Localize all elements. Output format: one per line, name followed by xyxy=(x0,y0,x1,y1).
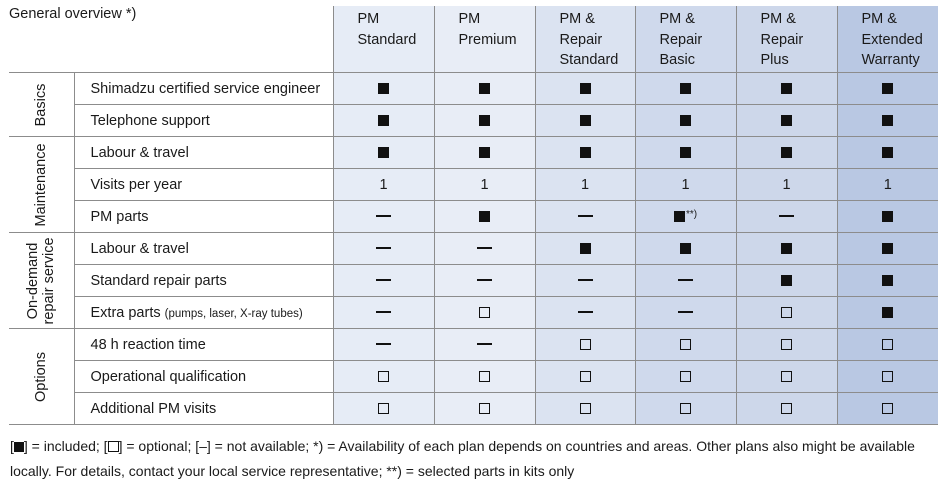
plan-header-line: Basic xyxy=(659,52,695,68)
plan-value-cell xyxy=(635,169,736,201)
visits-count: 1 xyxy=(681,176,690,193)
general-overview-label: General overview *) xyxy=(9,6,137,22)
filled-square-icon xyxy=(680,147,691,158)
dash-icon xyxy=(376,311,391,312)
plan-header-line: PM xyxy=(458,11,481,27)
empty-square-icon xyxy=(378,403,389,414)
table-row xyxy=(9,393,938,425)
dash-icon xyxy=(678,311,693,312)
visits-count: 1 xyxy=(379,176,388,193)
group-label-cell xyxy=(9,329,74,425)
filled-square-icon xyxy=(479,83,490,94)
empty-square-icon xyxy=(680,339,691,350)
plan-header-line: Repair xyxy=(760,31,804,48)
plan-value-cell xyxy=(333,137,434,169)
feature-label-text: Extra parts xyxy=(90,304,161,321)
plan-value-cell xyxy=(333,297,434,329)
table-row xyxy=(9,105,938,137)
feature-label-text: PM parts xyxy=(90,208,149,225)
plan-value-cell xyxy=(635,233,736,265)
plan-header-pm-repair-plus xyxy=(736,6,837,73)
filled-square-icon xyxy=(580,115,591,126)
group-label-cell xyxy=(9,73,74,137)
group-label-line: Options xyxy=(33,351,50,402)
feature-label xyxy=(74,265,333,297)
filled-square-icon xyxy=(882,307,893,318)
filled-square-icon xyxy=(882,83,893,94)
filled-square-icon xyxy=(882,275,893,286)
plan-value-cell xyxy=(333,105,434,137)
group-label-cell xyxy=(9,233,74,329)
filled-square-icon xyxy=(781,275,792,286)
plan-value-cell xyxy=(736,361,837,393)
plan-header-line: PM & xyxy=(659,11,695,27)
feature-label-note: (pumps, laser, X-ray tubes) xyxy=(164,307,303,320)
footnote-text: [ xyxy=(10,438,14,454)
plan-value-cell xyxy=(837,297,938,329)
dash-icon xyxy=(376,215,391,216)
empty-square-icon xyxy=(781,339,792,350)
plan-value-cell xyxy=(736,329,837,361)
service-plan-table xyxy=(9,6,938,425)
empty-square-icon xyxy=(580,403,591,414)
filled-square-icon xyxy=(378,83,389,94)
plan-value-cell xyxy=(434,297,535,329)
dash-icon xyxy=(477,343,492,344)
feature-label xyxy=(74,201,333,233)
filled-square-icon xyxy=(378,147,389,158)
plan-value-cell xyxy=(333,169,434,201)
plan-value-cell xyxy=(434,105,535,137)
plan-value-cell xyxy=(535,361,635,393)
plan-value-cell xyxy=(333,233,434,265)
filled-square-icon xyxy=(479,147,490,158)
filled-square-icon xyxy=(882,147,893,158)
dash-icon xyxy=(578,279,593,280)
table-row xyxy=(9,233,938,265)
empty-square-icon xyxy=(479,403,490,414)
feature-label-text: Standard repair parts xyxy=(90,272,227,289)
footnote-text: ] = optional; [–] = not available; *) = Availability of each plan depends on countries and areas. Other plans also might be available locally. For details, contact your local service representative; **) = selected parts in kits only xyxy=(10,438,915,479)
filled-square-icon xyxy=(680,115,691,126)
feature-label-text: Labour & travel xyxy=(90,144,189,161)
plan-value-cell xyxy=(535,137,635,169)
dash-icon xyxy=(376,279,391,280)
feature-label xyxy=(74,233,333,265)
empty-square-icon xyxy=(580,339,591,350)
dash-icon xyxy=(678,279,693,280)
filled-square-icon xyxy=(882,243,893,254)
plan-header-line: Standard xyxy=(357,31,417,48)
group-label-line: repair service xyxy=(41,236,58,325)
plan-header-line: Extended xyxy=(861,31,923,48)
plan-value-cell xyxy=(333,73,434,105)
dash-icon xyxy=(376,247,391,248)
plan-header-pm-repair-standard xyxy=(535,6,635,73)
plan-value-cell xyxy=(736,201,837,233)
feature-label xyxy=(74,169,333,201)
table-row xyxy=(9,137,938,169)
group-label xyxy=(33,352,49,402)
visits-count: 1 xyxy=(883,176,892,193)
plan-value-cell xyxy=(635,297,736,329)
plan-header-row xyxy=(9,6,938,73)
filled-square-icon xyxy=(580,83,591,94)
dash-icon xyxy=(477,279,492,280)
plan-value-cell xyxy=(434,265,535,297)
feature-label xyxy=(74,361,333,393)
visits-count: 1 xyxy=(480,176,489,193)
filled-square-icon xyxy=(882,115,893,126)
plan-value-cell xyxy=(736,169,837,201)
filled-square-icon xyxy=(14,442,24,452)
filled-square-icon xyxy=(781,83,792,94)
plan-value-cell xyxy=(535,233,635,265)
table-row xyxy=(9,361,938,393)
filled-square-icon xyxy=(580,147,591,158)
dash-icon xyxy=(578,215,593,216)
plan-header-pm-extended-warranty xyxy=(837,6,938,73)
plan-value-cell xyxy=(837,265,938,297)
plan-header-line: Standard xyxy=(559,52,619,68)
plan-value-cell xyxy=(535,73,635,105)
feature-label xyxy=(74,73,333,105)
plan-value-cell xyxy=(837,105,938,137)
plan-header-line: Repair xyxy=(559,31,603,48)
plan-value-cell xyxy=(333,393,434,425)
plan-header-line: PM & xyxy=(559,11,595,27)
plan-value-cell xyxy=(635,137,736,169)
plan-header-line: Warranty xyxy=(861,52,920,68)
plan-header-line: Repair xyxy=(659,31,703,48)
plan-header-pm-standard xyxy=(333,6,434,73)
plan-value-cell xyxy=(635,201,736,233)
filled-square-icon xyxy=(680,83,691,94)
plan-value-cell xyxy=(333,201,434,233)
filled-square-icon xyxy=(479,211,490,222)
dash-icon xyxy=(578,311,593,312)
plan-value-cell xyxy=(434,329,535,361)
footnote-text: ] = included; [ xyxy=(23,438,108,454)
plan-value-cell xyxy=(434,169,535,201)
plan-value-cell xyxy=(837,73,938,105)
filled-square-icon xyxy=(378,115,389,126)
table-row xyxy=(9,265,938,297)
plan-value-cell xyxy=(736,297,837,329)
plan-value-cell xyxy=(635,329,736,361)
plan-value-cell xyxy=(635,73,736,105)
filled-square-icon xyxy=(781,243,792,254)
empty-square-icon xyxy=(680,403,691,414)
legend-footnote xyxy=(10,434,935,484)
group-label-cell xyxy=(9,137,74,233)
plan-value-cell xyxy=(837,233,938,265)
filled-square-icon xyxy=(882,211,893,222)
feature-label-text: Operational qualification xyxy=(90,368,247,385)
plan-header-line: PM xyxy=(357,11,380,27)
empty-square-icon xyxy=(882,371,893,382)
group-label xyxy=(25,237,57,324)
plan-value-cell xyxy=(837,329,938,361)
empty-square-icon xyxy=(580,371,591,382)
plan-value-cell xyxy=(535,265,635,297)
plan-header-line: Premium xyxy=(458,31,517,48)
plan-header-line: Plus xyxy=(760,52,789,68)
empty-square-icon xyxy=(108,441,119,452)
plan-value-cell xyxy=(434,233,535,265)
plan-value-cell xyxy=(535,169,635,201)
plan-value-cell xyxy=(635,265,736,297)
group-label-line: Maintenance xyxy=(33,142,50,227)
plan-value-cell xyxy=(434,393,535,425)
plan-value-cell xyxy=(635,393,736,425)
empty-square-icon xyxy=(781,403,792,414)
group-label xyxy=(33,143,49,226)
plan-value-cell xyxy=(535,105,635,137)
plan-value-cell xyxy=(535,297,635,329)
plan-header-line: PM & xyxy=(861,11,897,27)
group-label-line: Basics xyxy=(33,83,50,126)
plan-value-cell xyxy=(837,361,938,393)
plan-value-cell xyxy=(635,105,736,137)
dash-icon xyxy=(376,343,391,344)
visits-count: 1 xyxy=(580,176,590,193)
dash-icon xyxy=(477,247,492,248)
plan-value-cell xyxy=(736,233,837,265)
plan-value-cell xyxy=(434,73,535,105)
plan-value-cell xyxy=(434,137,535,169)
plan-value-cell xyxy=(333,361,434,393)
plan-value-cell xyxy=(736,137,837,169)
plan-value-cell xyxy=(736,73,837,105)
feature-label xyxy=(74,297,333,329)
plan-value-cell xyxy=(736,265,837,297)
table-row xyxy=(9,169,938,201)
plan-value-cell xyxy=(837,201,938,233)
empty-square-icon xyxy=(781,307,792,318)
filled-square-icon xyxy=(674,211,685,222)
visits-count: 1 xyxy=(782,176,791,193)
feature-rows xyxy=(9,73,938,425)
plan-value-cell xyxy=(333,329,434,361)
plan-header-line: PM & xyxy=(760,11,796,27)
feature-label-text: Shimadzu certified service engineer xyxy=(90,80,321,97)
table-row xyxy=(9,201,938,233)
feature-label xyxy=(74,105,333,137)
empty-square-icon xyxy=(378,371,389,382)
plan-value-cell xyxy=(736,105,837,137)
plan-value-cell xyxy=(535,393,635,425)
group-label-line: On-demand xyxy=(25,242,42,319)
plan-value-cell xyxy=(837,137,938,169)
empty-square-icon xyxy=(680,371,691,382)
filled-square-icon xyxy=(479,115,490,126)
feature-label-text: Visits per year xyxy=(90,176,183,193)
plan-value-cell xyxy=(635,361,736,393)
footnote-marker: **) xyxy=(685,208,698,220)
plan-value-cell xyxy=(736,393,837,425)
dash-icon xyxy=(779,215,794,216)
plan-header-pm-premium xyxy=(434,6,535,73)
feature-label xyxy=(74,393,333,425)
table-row xyxy=(9,297,938,329)
feature-label xyxy=(74,329,333,361)
feature-label xyxy=(74,137,333,169)
empty-square-icon xyxy=(479,371,490,382)
plan-value-cell xyxy=(434,201,535,233)
filled-square-icon xyxy=(680,243,691,254)
group-label xyxy=(33,83,49,126)
plan-value-cell xyxy=(535,201,635,233)
empty-square-icon xyxy=(882,339,893,350)
empty-square-icon xyxy=(479,307,490,318)
feature-label-text: Additional PM visits xyxy=(90,400,217,417)
feature-label-text: Labour & travel xyxy=(90,240,189,257)
empty-square-icon xyxy=(781,371,792,382)
feature-label-text: Telephone support xyxy=(90,112,210,129)
plan-value-cell xyxy=(837,393,938,425)
plan-value-cell xyxy=(434,361,535,393)
table-row xyxy=(9,329,938,361)
filled-square-icon xyxy=(781,115,792,126)
filled-square-icon xyxy=(580,243,591,254)
plan-header-pm-repair-basic xyxy=(635,6,736,73)
table-row xyxy=(9,73,938,105)
plan-value-cell xyxy=(333,265,434,297)
empty-square-icon xyxy=(882,403,893,414)
filled-square-icon xyxy=(781,147,792,158)
plan-value-cell xyxy=(535,329,635,361)
feature-label-text: 48 h reaction time xyxy=(90,336,206,353)
plan-value-cell xyxy=(837,169,938,201)
